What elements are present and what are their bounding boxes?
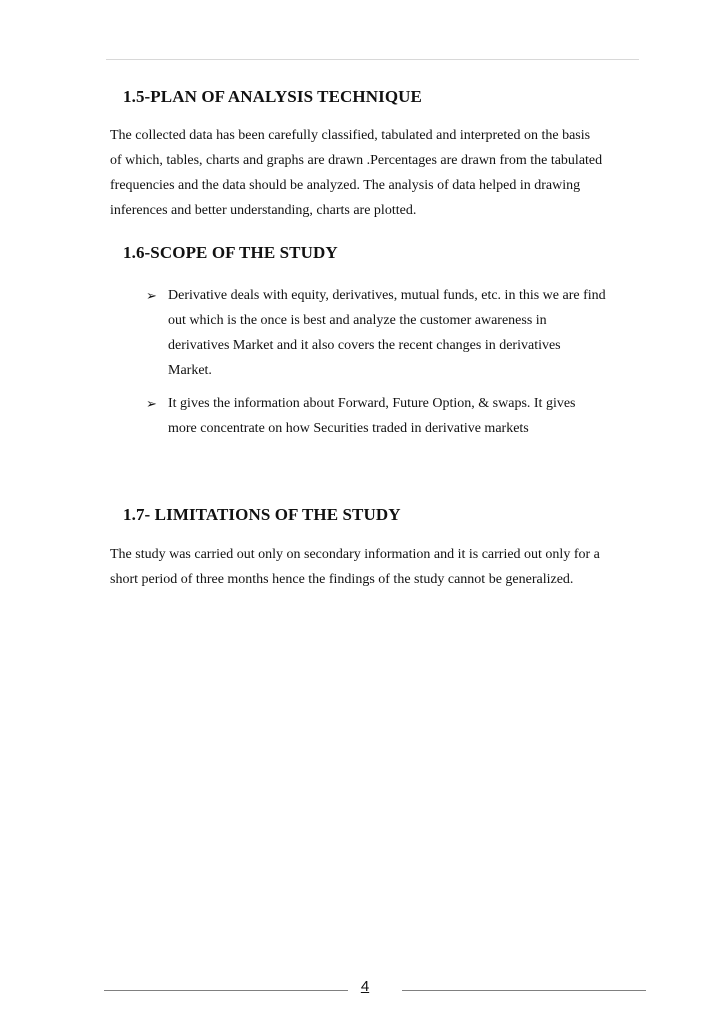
section-heading-plan-of-analysis: 1.5-PLAN OF ANALYSIS TECHNIQUE xyxy=(123,87,422,106)
list-item xyxy=(146,283,636,383)
section-heading-limitations: 1.7- LIMITATIONS OF THE STUDY xyxy=(123,505,401,524)
bullet-line: Derivative deals with equity, derivatives, mutual funds, etc. in this we are find xyxy=(168,288,606,303)
scope-bullet-list xyxy=(146,283,636,441)
paragraph-line: frequencies and the data should be analyzed. The analysis of data helped in drawing xyxy=(110,178,581,193)
bullet-line: more concentrate on how Securities traded in derivative markets xyxy=(168,421,529,436)
footer-rule-left xyxy=(104,990,348,991)
paragraph-line: short period of three months hence the findings of the study cannot be generalized. xyxy=(110,572,574,587)
header-rule xyxy=(106,59,639,60)
bullet-line: derivatives Market and it also covers the recent changes in derivatives xyxy=(168,338,561,353)
limitations-paragraph xyxy=(110,542,632,592)
page-number: 4 xyxy=(360,978,370,995)
section-heading-scope-of-study: 1.6-SCOPE OF THE STUDY xyxy=(123,243,338,262)
plan-of-analysis-paragraph xyxy=(110,123,632,223)
paragraph-line: inferences and better understanding, charts are plotted. xyxy=(110,203,417,218)
bullet-line: out which is the once is best and analyze the customer awareness in xyxy=(168,313,547,328)
bullet-line: It gives the information about Forward, Future Option, & swaps. It gives xyxy=(168,396,576,411)
paragraph-line: The collected data has been carefully classified, tabulated and interpreted on the basis xyxy=(110,128,591,143)
paragraph-line: of which, tables, charts and graphs are drawn .Percentages are drawn from the tabulated xyxy=(110,153,603,168)
arrow-bullet-icon: ➢ xyxy=(146,288,157,303)
arrow-bullet-icon: ➢ xyxy=(146,396,157,411)
paragraph-line: The study was carried out only on secondary information and it is carried out only for a xyxy=(110,547,600,562)
list-item xyxy=(146,391,636,441)
bullet-line: Market. xyxy=(168,363,212,378)
footer-rule-right xyxy=(402,990,646,991)
